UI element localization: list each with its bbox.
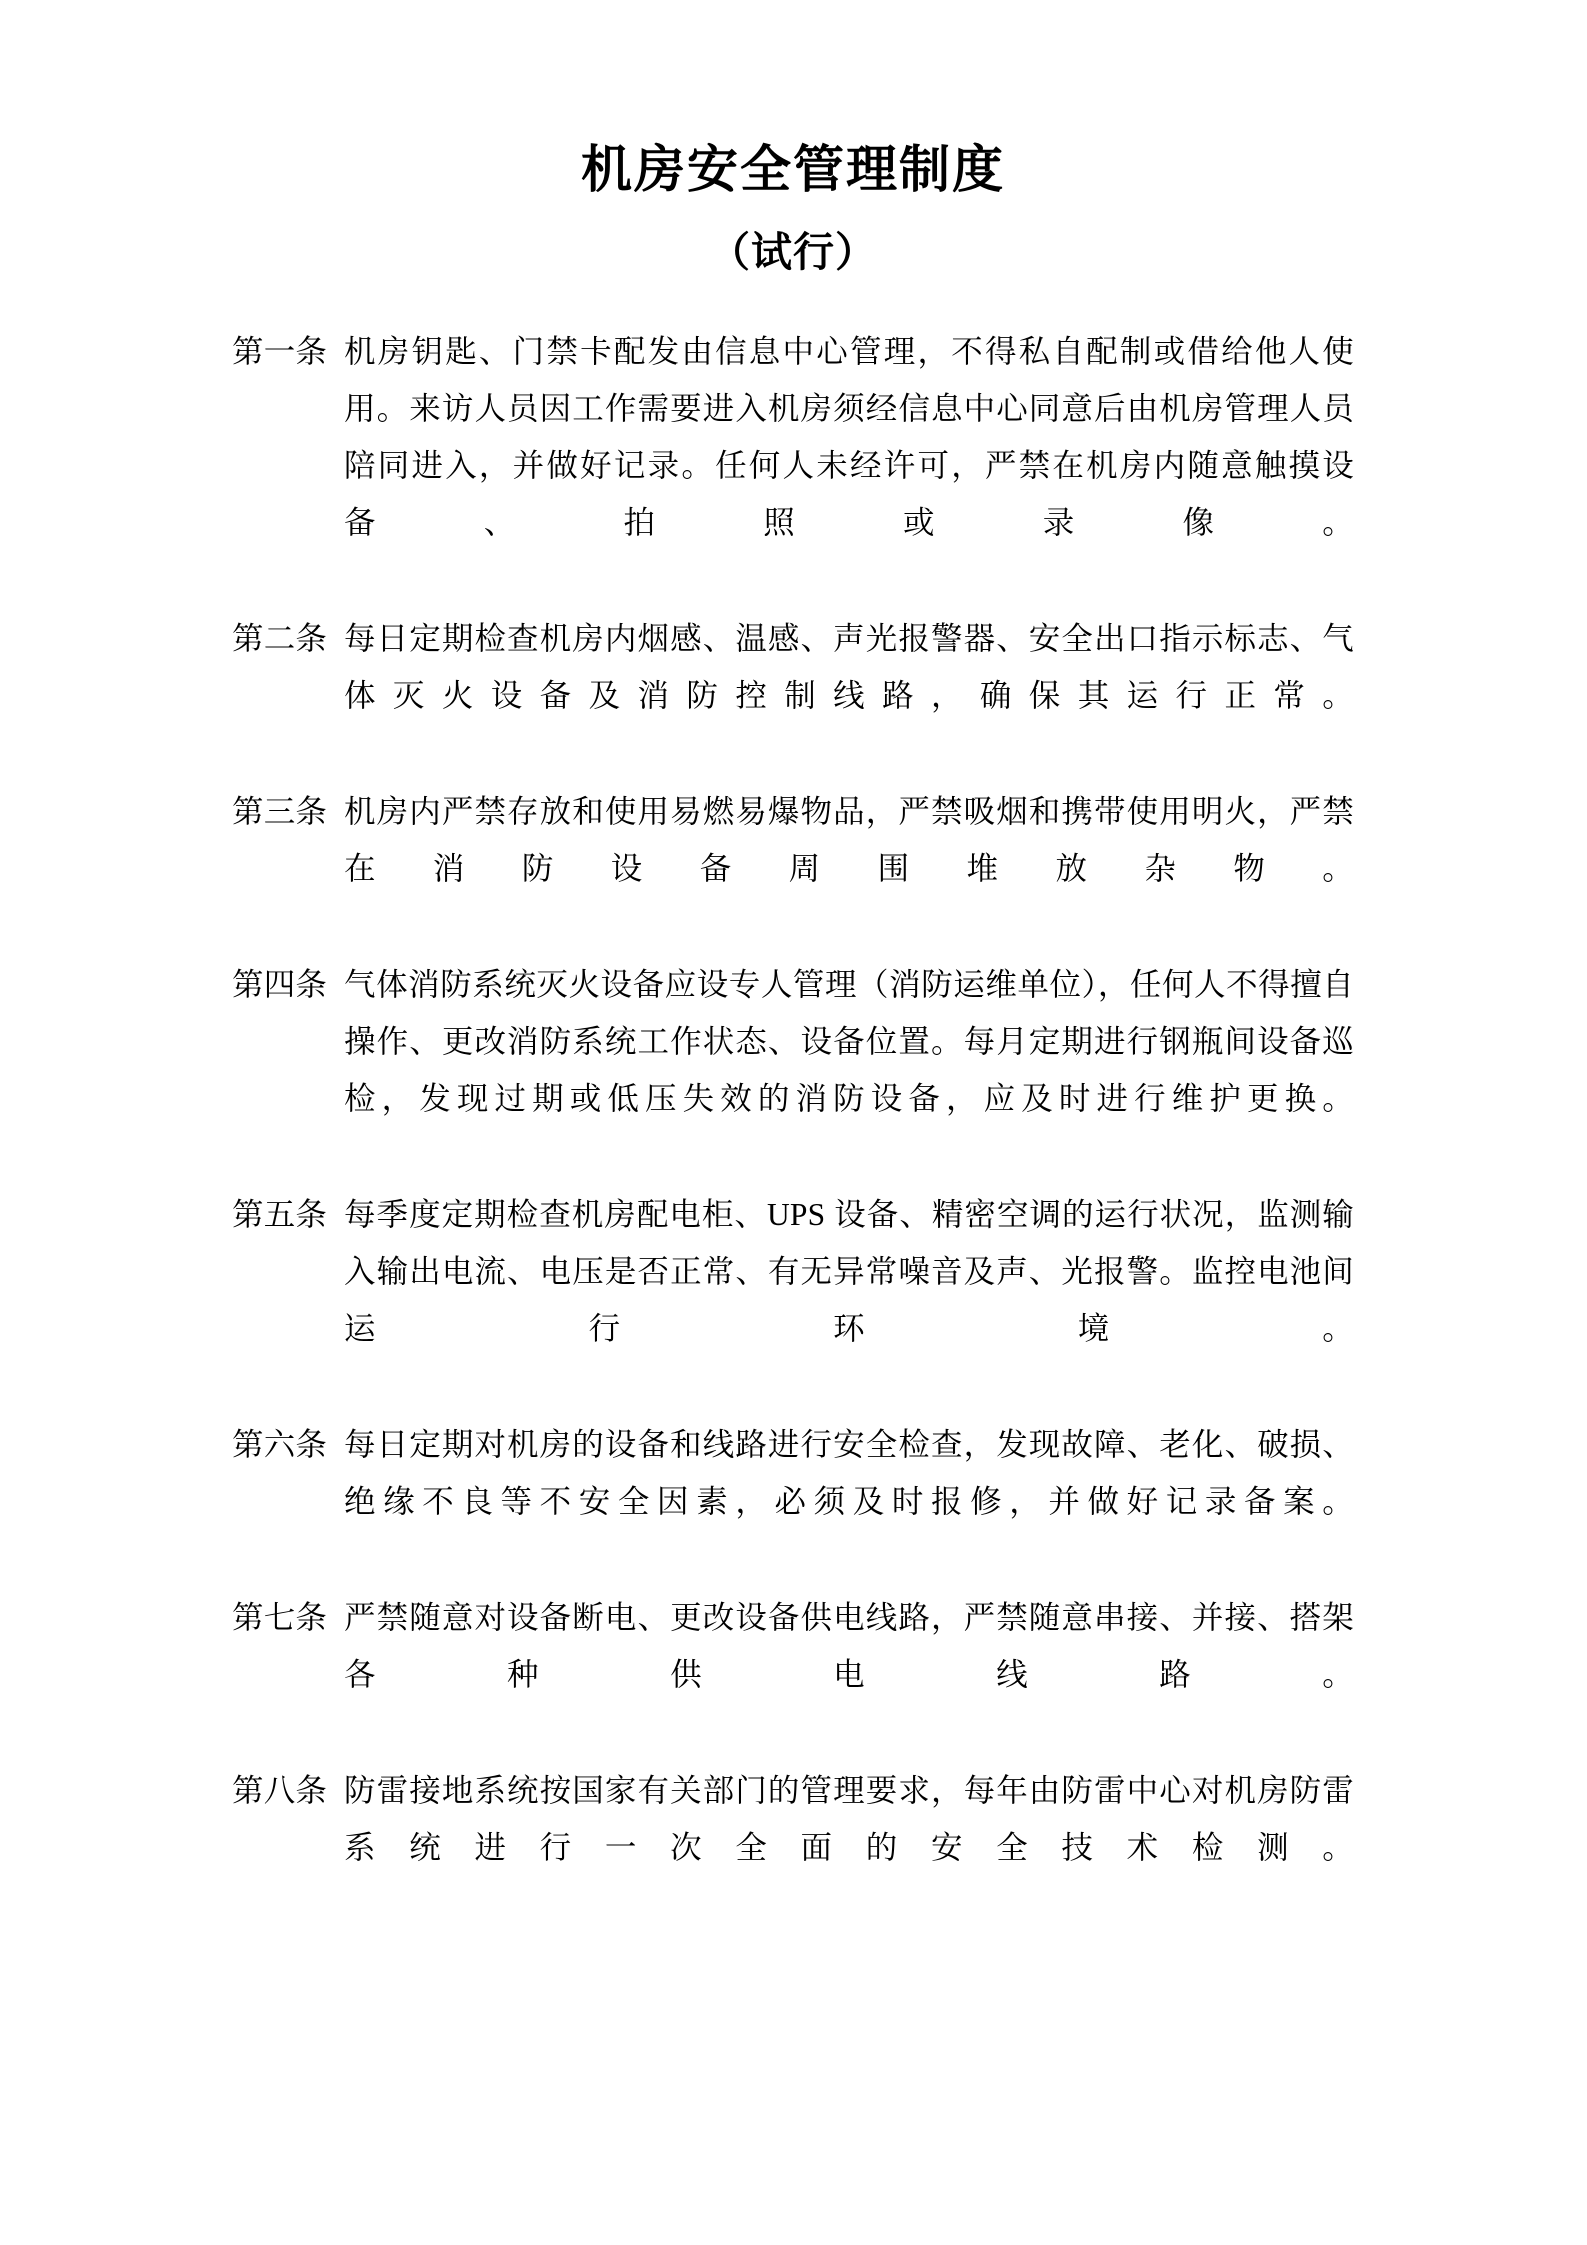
- article-text: 气体消防系统灭火设备应设专人管理（消防运维单位），任何人不得擅自操作、更改消防系统工作状态、设备位置。每月定期进行钢瓶间设备巡检，发现过期或低压失效的消防设备，应及时进行维护更换。: [344, 967, 1354, 1117]
- article-item: [232, 1589, 1354, 1760]
- article-label: 第二条: [232, 621, 328, 657]
- document-body: [232, 0, 1354, 1935]
- article-item: [232, 956, 1354, 1184]
- article-text: 严禁随意对设备断电、更改设备供电线路，严禁随意串接、并接、搭架各种供电线路。: [344, 1600, 1354, 1693]
- article-text: 防雷接地系统按国家有关部门的管理要求，每年由防雷中心对机房防雷系统进行一次全面的安全技术检测。: [344, 1773, 1354, 1866]
- page-subtitle: （试行）: [709, 228, 877, 275]
- article-label: 第四条: [232, 967, 328, 1003]
- article-item: [232, 1186, 1354, 1414]
- article-label: 第七条: [232, 1600, 328, 1636]
- article-item: [232, 783, 1354, 954]
- article-item: [232, 323, 1354, 608]
- article-text: 机房内严禁存放和使用易燃易爆物品，严禁吸烟和携带使用明火，严禁在消防设备周围堆放杂物。: [344, 794, 1354, 887]
- article-text: 每日定期对机房的设备和线路进行安全检查，发现故障、老化、破损、绝缘不良等不安全因素，必须及时报修，并做好记录备案。: [344, 1427, 1354, 1520]
- article-list: [232, 279, 1354, 1933]
- article-text: 机房钥匙、门禁卡配发由信息中心管理，不得私自配制或借给他人使用。来访人员因工作需要进入机房须经信息中心同意后由机房管理人员陪同进入，并做好记录。任何人未经许可，严禁在机房内随意触摸设备、拍照或录像。: [344, 334, 1354, 541]
- article-label: 第五条: [232, 1197, 328, 1233]
- page-title: 机房安全管理制度: [580, 143, 1005, 199]
- article-label: 第八条: [232, 1773, 328, 1809]
- article-label: 第六条: [232, 1427, 328, 1463]
- article-item: [232, 610, 1354, 781]
- article-item: [232, 1762, 1354, 1933]
- article-label: 第一条: [232, 334, 328, 370]
- article-label: 第三条: [232, 794, 328, 830]
- article-item: [232, 1416, 1354, 1587]
- article-text: 每季度定期检查机房配电柜、UPS 设备、精密空调的运行状况，监测输入输出电流、电压是否正常、有无异常噪音及声、光报警。监控电池间运行环境。: [344, 1197, 1354, 1347]
- article-text: 每日定期检查机房内烟感、温感、声光报警器、安全出口指示标志、气体灭火设备及消防控制线路，确保其运行正常。: [344, 621, 1354, 714]
